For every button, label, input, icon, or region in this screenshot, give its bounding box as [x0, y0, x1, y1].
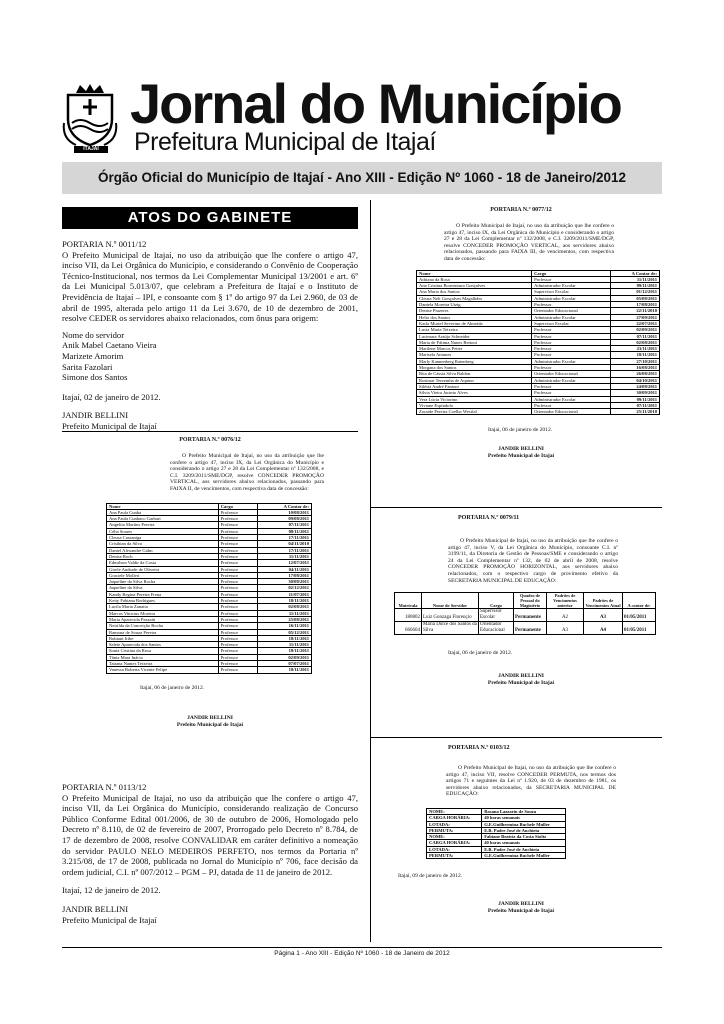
- table-cell: CARGA HORÁRIA:: [427, 815, 482, 821]
- table-cell: Sonia Cristina da Rosa: [107, 648, 219, 654]
- portaria-body: O Prefeito Municipal de Itajaí, no uso da atribuição que lhe confere o artigo 47, inciso VII, da Lei Orgânica do Município, considerando realização de Concurso Público Conforme Edital 001/2006, de 30 de outubro de 2006, Homologado pelo Decreto nº 8.110, de 02 de fevereiro de 2007, Prorrogado pelo Decreto nº 8.784, de 17 de dezembro de 2008, resolve CONVALIDAR em caráter definitivo a nomeação do servidor PAULO NELO MEDEIROS PERFETO, nos termos da Portaria nº 3.215/08, de 17 de 2008, publicada no Jornal do Município nº 706, face decisão da ordem judicial, C.I. nº 007/2012 – PGM – PJ, datada de 11 de janeiro de 2012.: [62, 792, 358, 877]
- table-cell: 30/09/2011: [610, 390, 659, 396]
- table-cell: Vera Lúcia Victorino: [417, 396, 532, 402]
- table-cell: 02/08/2011: [610, 339, 659, 345]
- table-cell: Ana Paula Cunha: [107, 509, 219, 515]
- table-cell: 01/05/2011: [623, 622, 656, 635]
- section-title: ATOS DO GABINETE: [62, 207, 358, 229]
- table-cell: 02/12/2011: [258, 585, 312, 591]
- table-cell: Professor: [218, 616, 258, 622]
- table-cell: Professor: [218, 598, 258, 604]
- table-cell: Professor: [218, 516, 258, 522]
- table-cell: Silésia André Fantoni: [417, 383, 532, 389]
- table-cell: Professor: [218, 623, 258, 629]
- table-cell: Silvia Vieira Jacinto Alves: [417, 390, 532, 396]
- table-cell: 18/11/2011: [610, 352, 659, 358]
- table-cell: Professor: [532, 339, 611, 345]
- column-header: Nome: [417, 270, 532, 276]
- portaria-0011: [62, 239, 358, 432]
- table-cell: Professor: [218, 522, 258, 528]
- table-cell: 02/09/2011: [258, 654, 312, 660]
- signer-title: Prefeito Municipal de Itajaí: [62, 420, 157, 431]
- table-cell: PERMUTA:: [427, 853, 482, 859]
- table-cell: 666604: [395, 622, 422, 635]
- column-header: Matrícula: [395, 593, 422, 609]
- column-divider: [370, 200, 371, 942]
- table-cell: Professor: [218, 553, 258, 559]
- column-header: Nome: [107, 503, 219, 509]
- table-cell: PERMUTA:: [427, 827, 482, 833]
- table-cell: Ramona de Souza Pereira: [107, 629, 219, 635]
- table-cell: Vanessa Roberta Vicente Felipe: [107, 667, 219, 673]
- table-cell: Administrador Escolar: [532, 377, 611, 383]
- signer-title: Prefeito Municipal de Itajaí: [487, 452, 555, 459]
- table-cell: 23/11/2011: [610, 346, 659, 352]
- table-cell: 01/05/2011: [623, 609, 656, 622]
- table-cell: Jaqueline da Silva: [107, 585, 219, 591]
- column-header: Cargo: [479, 593, 514, 609]
- table-cell: 11/11/2011: [258, 642, 312, 648]
- table-cell: 17/11/2011: [258, 535, 312, 541]
- table-cell: Gisele Andrade de Oliveira: [107, 566, 219, 572]
- table-row: [395, 609, 656, 622]
- table-cell: Professor: [218, 604, 258, 610]
- table-cell: Administrador Escolar: [532, 295, 611, 301]
- list-item: Marizete Amorim: [62, 350, 124, 361]
- table-cell: 02/09/2011: [610, 327, 659, 333]
- signer-title: Prefeito Municipal de Itajaí: [176, 722, 244, 729]
- table-cell: Professor: [218, 591, 258, 597]
- portaria-intro: O Prefeito Municipal de Itajaí, no uso da atribuição que lhe confere o artigo 47, inciso IX, da Lei Orgânica do Município e considerando o artigo 27 e 28 da Lei Complementar nº 132/2008, e C.I. 3209/2011/SME/DGP, resolve CONCEDER PROMOÇÃO VERTICAL, aos servidores abaixo relacionados, passando para FAIXA II, de vencimentos, com respectiva data de concessão:: [170, 453, 324, 492]
- permuta-table: [426, 808, 566, 859]
- table-cell: Edmilson Valdir da Costa: [107, 560, 219, 566]
- table-cell: Professor: [218, 528, 258, 534]
- table-cell: 11/11/2011: [610, 276, 659, 282]
- table-cell: Maria de Fátima Nunes Bettoni: [417, 339, 532, 345]
- table-cell: Marisela Antunes: [417, 352, 532, 358]
- table-cell: Marilene Marcos Petter: [417, 346, 532, 352]
- table-cell: Professor: [218, 579, 258, 585]
- table-cell: E.B. Padre José de Anchieta: [482, 846, 566, 852]
- horizontal-promotion-table: [394, 592, 656, 635]
- table-cell: 07/11/2011: [258, 522, 312, 528]
- table-cell: Professor: [218, 585, 258, 591]
- table-cell: Kandy Regina Pereira Frena: [107, 591, 219, 597]
- page-footer: Página 1 - Ano XIII - Edição Nº 1060 - 18 de Janeiro de 2012: [274, 950, 450, 957]
- table-cell: 26/08/2011: [610, 371, 659, 377]
- table-cell: 04/11/2011: [258, 566, 312, 572]
- table-cell: Professor: [218, 629, 258, 635]
- table-cell: 07/11/2011: [610, 402, 659, 408]
- table-cell: Lucia Maria Teixeira: [417, 327, 532, 333]
- table-cell: Professor: [532, 402, 611, 408]
- promotion-table-faixa-iii: [416, 270, 660, 416]
- table-cell: Supervisor Escolar: [532, 320, 611, 326]
- portaria-0113: [62, 782, 358, 925]
- table-cell: Professor: [532, 365, 611, 371]
- table-cell: 04/11/2010: [258, 541, 312, 547]
- column-header: A contar de:: [623, 593, 656, 609]
- portaria-heading: PORTARIA N.º 0113/12: [62, 782, 147, 792]
- table-cell: Tânia Mara Inácio: [107, 654, 219, 660]
- signer-name: JANDIR BELLINI: [498, 672, 544, 679]
- table-cell: Marly Kannenberg Ratenberg: [417, 358, 532, 364]
- table-cell: Professor: [218, 667, 258, 673]
- portaria-intro: O Prefeito Municipal de Itajaí, no uso da atribuição que lhe confere o artigo 47, inciso VII, resolve CONCEDER PERMUTA, nos termos dos artigos 71 e seguintes da Lei nº 1.920, de 03 de dezembro de 1981, os servidores abaixo relacionados, da SECRETARIA MUNICIPAL DE EDUCAÇÃO:: [446, 765, 616, 798]
- portaria-date: Itajaí, 06 de janeiro de 2012.: [448, 650, 513, 657]
- table-row: [417, 409, 660, 415]
- column-header: Nome do Servidor: [422, 593, 479, 609]
- table-cell: 07/07/2011: [258, 660, 312, 666]
- table-cell: Supervisor Escolar: [479, 609, 514, 622]
- column-header: Cargo: [218, 503, 258, 509]
- table-cell: Professor: [532, 390, 611, 396]
- table-cell: Maria Aparecida Pezzatti: [107, 616, 219, 622]
- table-cell: Helio dos Santos: [417, 314, 532, 320]
- table-cell: Professor: [218, 642, 258, 648]
- table-cell: LOTADA:: [427, 821, 482, 827]
- portaria-0103: [380, 745, 662, 915]
- table-cell: Rosimar Terezinha de Aquino: [417, 377, 532, 383]
- table-cell: 18/11/2011: [258, 667, 312, 673]
- portaria-heading: PORTARIA N.º 0103/12: [448, 745, 510, 751]
- column-header: A Contar de:: [258, 503, 312, 509]
- crest-label: ITAJAÍ: [74, 146, 108, 153]
- column-header: Quadro de Pessoal do Magistério: [514, 593, 547, 609]
- table-cell: 24/08/2011: [610, 383, 659, 389]
- table-cell: Professor: [218, 509, 258, 515]
- table-cell: 05/12/2011: [258, 629, 312, 635]
- divider: [62, 431, 358, 432]
- table-cell: Ana Paula Cunhaco Garbari: [107, 516, 219, 522]
- table-cell: G.E.Guilhermina Buchele Muller: [482, 853, 566, 859]
- table-cell: G.E.Guilhermina Buchele Muller: [482, 821, 566, 827]
- table-cell: Neirilda da Conceição Rocha: [107, 623, 219, 629]
- table-row: [107, 667, 312, 673]
- table-cell: 25/11/2010: [610, 409, 659, 415]
- table-cell: Karla Muriel Severino de Almeida: [417, 320, 532, 326]
- table-cell: 11/11/2011: [258, 553, 312, 559]
- divider: [370, 737, 662, 738]
- table-cell: Denise Prazeres: [417, 308, 532, 314]
- table-row: [427, 821, 566, 827]
- table-cell: 30/08/2011: [258, 579, 312, 585]
- table-cell: 25/08/2011: [258, 616, 312, 622]
- table-row: [395, 622, 656, 635]
- table-cell: 07/11/2011: [610, 333, 659, 339]
- signer-title: Prefeito Municipal de Itajaí: [487, 907, 555, 914]
- list-item: Anik Mabel Caetano Vieira: [62, 340, 157, 351]
- portaria-intro: O Prefeito Municipal de Itajaí, no uso da atribuição que lhe confere o artigo 47, inciso IX, da Lei Orgânica do Município e considerando o artigo 27 e 28 da Lei Complementar nº 132/2008, e C.I. 3209/2011/SME/DGP, resolve CONCEDER PROMOÇÃO VERTICAL, aos servidores abaixo relacionados, passando para FAIXA III, de vencimentos, com respectiva data de concessão:: [444, 223, 614, 262]
- column-header: Padrões de Vencimentos Atual: [584, 593, 623, 609]
- table-cell: Professor: [532, 346, 611, 352]
- portaria-0077: [380, 207, 662, 460]
- table-cell: 18/11/2011: [258, 648, 312, 654]
- table-cell: Permanente: [514, 609, 547, 622]
- table-cell: 09/11/2011: [610, 396, 659, 402]
- table-cell: A4: [584, 622, 623, 635]
- signer-name: JANDIR BELLINI: [187, 715, 233, 722]
- footer-divider: [62, 947, 662, 948]
- table-cell: 09/08/2011: [258, 516, 312, 522]
- table-cell: Professor: [532, 383, 611, 389]
- table-cell: Orientador Educacional: [532, 308, 611, 314]
- portaria-0079: [380, 515, 662, 687]
- portaria-intro: O Prefeito Municipal de Itajaí, no uso da atribuição que lhe confere o artigo 47, inciso V, da Lei Orgânica do Município, consoante C.I. nº 3199/11, da Diretoria de Gestão de Pessoas/SME e considerando o artigo 24 da Lei Complementar nº 132, de 02 de abril de 2008, resolve CONCEDER PROMOÇÃO HORIZONTAL, aos servidores abaixo relacionados, com o respectivo cargo de provimento efetivo da SECRETARIA MUNICIPAL DE EDUCAÇÃO:: [448, 538, 618, 584]
- portaria-date: Itajaí, 09 de janeiro de 2012.: [398, 873, 463, 880]
- portaria-date: Itajaí, 02 de janeiro de 2012.: [62, 391, 161, 402]
- table-cell: Professor: [218, 648, 258, 654]
- signer-name: JANDIR BELLINI: [498, 900, 544, 907]
- column-header: Cargo: [532, 270, 611, 276]
- table-cell: Salete Aparecida dos Santos: [107, 642, 219, 648]
- table-cell: Administrador Escolar: [532, 283, 611, 289]
- table-cell: 16/11/2011: [258, 623, 312, 629]
- table-cell: Marcos Vinicius Moreira: [107, 610, 219, 616]
- portaria-date: Itajaí, 06 de janeiro de 2012.: [488, 427, 553, 434]
- city-crest-icon: [62, 83, 118, 149]
- table-cell: Lucila Maria Zanatta: [107, 604, 219, 610]
- table-cell: 04/10/2011: [610, 377, 659, 383]
- table-cell: 17/08/2011: [610, 302, 659, 308]
- table-cell: Professor: [532, 352, 611, 358]
- table-cell: 180802: [395, 609, 422, 622]
- masthead-subtitle: Prefeitura Municipal de Itajaí: [134, 128, 436, 156]
- table-cell: Professor: [218, 572, 258, 578]
- table-cell: Professor: [218, 541, 258, 547]
- table-cell: Cleusa Neli Gonçalves Magalhães: [417, 295, 532, 301]
- table-cell: Cristhian da Silva: [107, 541, 219, 547]
- table-cell: 11/07/2011: [258, 591, 312, 597]
- column-header: Padrões de Vencimentos anterior: [547, 593, 584, 609]
- table-cell: Luiz Gonzaga Florençio: [422, 609, 479, 622]
- table-cell: Orientador Educacional: [479, 622, 514, 635]
- table-cell: 18/11/2011: [258, 598, 312, 604]
- table-cell: Denise Roch: [107, 553, 219, 559]
- table-cell: 17/11/2011: [258, 547, 312, 553]
- table-cell: 22/07/2011: [610, 320, 659, 326]
- table-cell: Professor: [532, 333, 611, 339]
- table-cell: 01/12/2011: [610, 289, 659, 295]
- table-cell: Célia Soares: [107, 528, 219, 534]
- table-cell: A3: [584, 609, 623, 622]
- column-header: A Contar de:: [610, 270, 659, 276]
- portaria-heading: PORTARIA N.º 0011/12: [62, 239, 147, 249]
- table-cell: Jaqueline da Silva Rocha: [107, 579, 219, 585]
- table-cell: Rita de Cássia Silva Baldon: [417, 371, 532, 377]
- table-cell: Professor: [218, 560, 258, 566]
- table-cell: Professor: [218, 610, 258, 616]
- table-cell: 40 horas semanais: [482, 840, 566, 846]
- portaria-heading: PORTARIA N.º 0079/11: [458, 515, 520, 521]
- table-cell: Rubiani Iribe: [107, 635, 219, 641]
- list-header: Nome do servidor: [62, 329, 125, 340]
- table-cell: A2: [547, 609, 584, 622]
- table-cell: 17/08/2011: [258, 572, 312, 578]
- table-cell: NOME:: [427, 808, 482, 814]
- table-cell: 22/11/2010: [610, 308, 659, 314]
- table-cell: 11/11/2011: [258, 610, 312, 616]
- table-cell: Cleusa Cassaniga: [107, 535, 219, 541]
- table-cell: Professor: [532, 327, 611, 333]
- table-cell: Professor: [218, 635, 258, 641]
- signer-name: JANDIR BELLINI: [498, 445, 544, 452]
- table-cell: Viviane Espíndola: [417, 402, 532, 408]
- table-cell: Professor: [218, 535, 258, 541]
- table-cell: E.B. Padre José de Anchieta: [482, 827, 566, 833]
- table-cell: 08/11/2011: [258, 528, 312, 534]
- table-cell: Professor: [218, 660, 258, 666]
- table-cell: 27/09/2011: [610, 314, 659, 320]
- table-cell: Administrador Escolar: [532, 314, 611, 320]
- table-cell: Professor: [218, 566, 258, 572]
- table-cell: Keity Fabiana Rodrigues: [107, 598, 219, 604]
- portaria-heading: PORTARIA N.º 0076/12: [179, 437, 241, 443]
- portaria-date: Itajaí, 06 de janeiro de 2012.: [140, 684, 205, 691]
- table-cell: NOME:: [427, 834, 482, 840]
- table-cell: 12/07/2011: [258, 560, 312, 566]
- table-cell: 05/08/2011: [610, 295, 659, 301]
- table-cell: 10/08/2011: [258, 509, 312, 515]
- table-cell: Ana Cristina Boaventura Gonçalves: [417, 283, 532, 289]
- table-cell: 02/08/2011: [258, 604, 312, 610]
- table-cell: CARGA HORÁRIA:: [427, 840, 482, 846]
- portaria-heading: PORTARIA N.º 0077/12: [490, 207, 552, 213]
- table-cell: Lucimara Araújo Schneider: [417, 333, 532, 339]
- masthead-title: Jornal do Município: [130, 72, 621, 135]
- list-item: Simone dos Santos: [62, 372, 128, 383]
- promotion-table-faixa-ii: [106, 503, 312, 674]
- portaria-date: Itajaí, 12 de janeiro de 2012.: [62, 885, 161, 896]
- table-cell: Zoraide Pereira Coelho Westfal: [417, 409, 532, 415]
- portaria-body: O Prefeito Municipal de Itajaí, no uso da atribuição que lhe confere o artigo 47, inciso VII, da Lei Orgânica do Município, e considerando o Convênio de Cooperação Técnico-Institucional, nos termos da Lei Complementar Municipal 13/2001 e art. 6º da Lei Municipal 5.013/07, que celebram a Prefeitura de Itajaí e o Instituto de Previdência de Itajaí – IPI, e consoante com § 1º do artigo 97 da Lei 2.960, de 03 de abril de 1995, alterada pelo artigo 11 da Lei 3.670, de 10 de dezembro de 2001, resolve CEDER os servidores abaixo relacionados, com ônus para origem:: [62, 249, 358, 324]
- table-row: [427, 853, 566, 859]
- table-cell: Graciele Molleri: [107, 572, 219, 578]
- table-cell: Rosana Lazzarin de Souza: [482, 808, 566, 814]
- table-cell: Administrador Escolar: [532, 358, 611, 364]
- table-cell: Professor: [218, 654, 258, 660]
- table-cell: 27/10/2011: [610, 358, 659, 364]
- table-cell: 09/11/2011: [610, 283, 659, 289]
- table-cell: Supervisor Escolar: [532, 289, 611, 295]
- table-cell: 16/08/2011: [610, 365, 659, 371]
- table-cell: Orientador Educacional: [532, 409, 611, 415]
- signer-name: JANDIR BELLINI: [62, 410, 129, 421]
- table-cell: Adriana da Rosa: [417, 276, 532, 282]
- signer-name: JANDIR BELLINI: [62, 903, 129, 914]
- table-cell: Maria Dulce dos Santos da Silva: [423, 622, 477, 634]
- table-cell: 18/11/2011: [258, 635, 312, 641]
- table-cell: Tatiana Nantes Teixeira: [107, 660, 219, 666]
- table-cell: Fabiane Beatriz da Costa Stoltz: [482, 834, 566, 840]
- signer-title: Prefeito Municipal de Itajaí: [487, 679, 555, 686]
- table-cell: Orientador Educacional: [532, 371, 611, 377]
- table-cell: A3: [547, 622, 584, 635]
- list-item: Sarita Fazolari: [62, 361, 113, 372]
- table-cell: Professor: [218, 547, 258, 553]
- divider: [370, 507, 662, 508]
- table-cell: Daniela Moreira Utzig: [417, 302, 532, 308]
- table-cell: 40 horas semanais: [482, 815, 566, 821]
- table-cell: LOTADA:: [427, 846, 482, 852]
- portaria-0076: [62, 437, 358, 729]
- signer-title: Prefeito Municipal de Itajaí: [62, 914, 157, 925]
- table-cell: Ana Maria dos Santos: [417, 289, 532, 295]
- table-cell: Permanente: [514, 622, 547, 635]
- table-cell: Professor: [532, 302, 611, 308]
- table-cell: Professor: [532, 276, 611, 282]
- table-cell: Daniel Alexandre Galm: [107, 547, 219, 553]
- edition-band: Órgão Oficial do Município de Itajaí - Ano XIII - Edição Nº 1060 - 18 de Janeiro/2012: [62, 162, 662, 194]
- table-cell: Administrador Escolar: [532, 396, 611, 402]
- table-cell: Angelita Martins Pereira: [107, 522, 219, 528]
- table-cell: Morgana dos Santos: [417, 365, 532, 371]
